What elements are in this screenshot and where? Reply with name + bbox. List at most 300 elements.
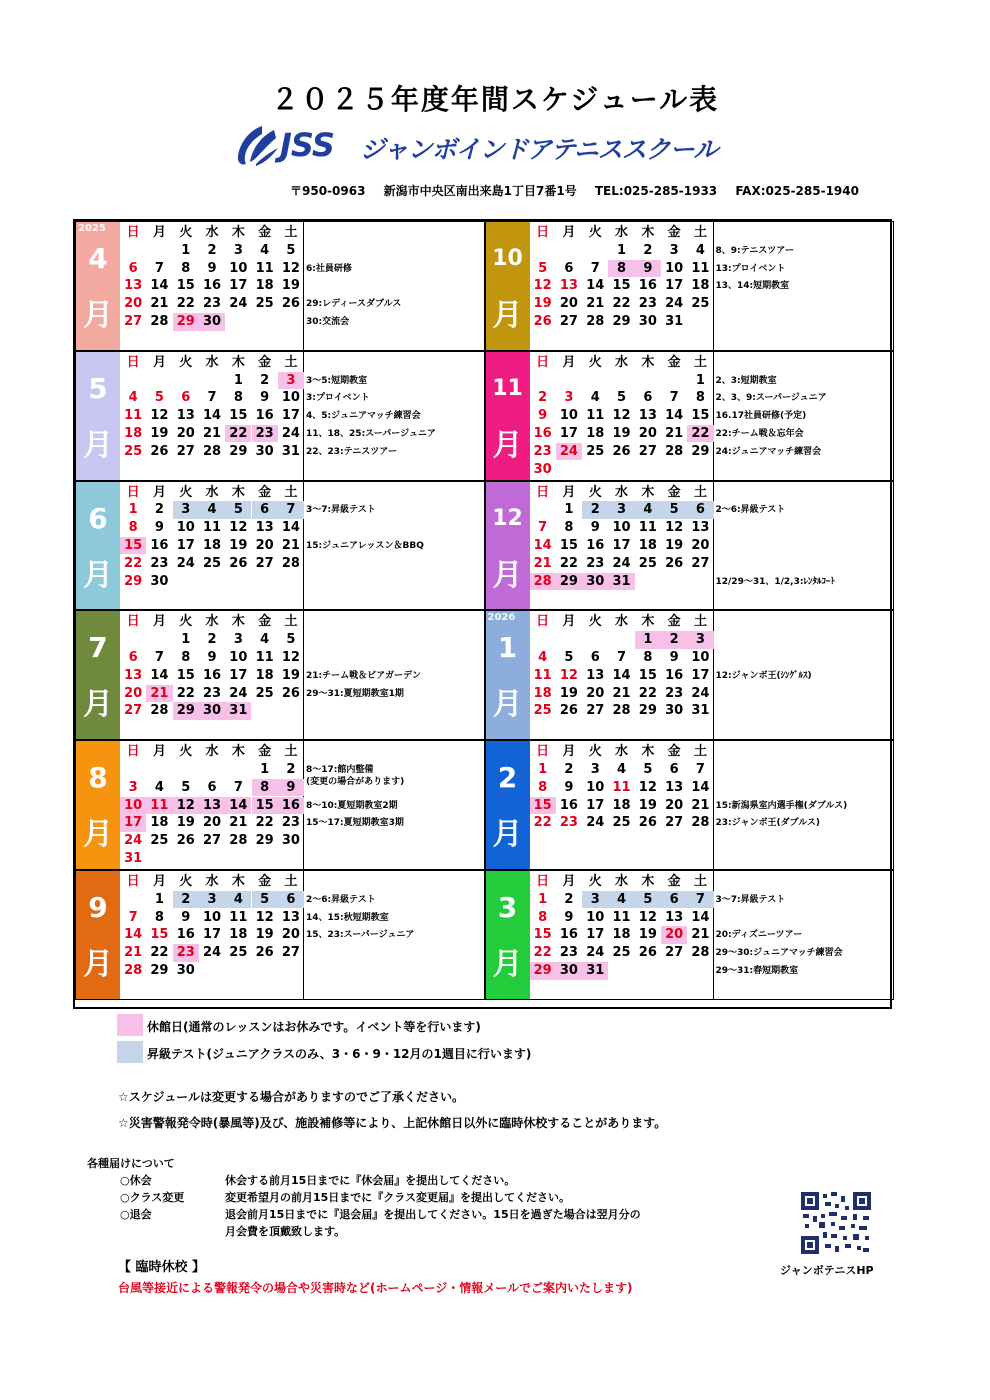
day-cell: 7 bbox=[207, 390, 217, 406]
day-cell: 15 bbox=[176, 667, 195, 683]
weekday-header: 木 bbox=[641, 484, 655, 500]
day-cell: 27 bbox=[202, 833, 222, 849]
weekday-header: 金 bbox=[258, 744, 272, 760]
day-cell: 23 bbox=[638, 296, 657, 312]
weekday-header: 金 bbox=[258, 874, 272, 889]
day-cell: 18 bbox=[612, 927, 631, 943]
day-cell: 14 bbox=[281, 520, 300, 536]
day-cell: 1 bbox=[181, 632, 191, 648]
day-cell: 20 bbox=[638, 425, 657, 441]
month-label bbox=[486, 741, 530, 869]
day-cell: 18 bbox=[124, 425, 143, 441]
weekday-header: 日 bbox=[126, 225, 140, 240]
day-cell: 14 bbox=[202, 408, 222, 424]
day-cell: 7 bbox=[538, 520, 548, 536]
day-cell: 18 bbox=[612, 797, 631, 813]
day-cell: 28 bbox=[530, 573, 556, 591]
day-cell: 24 bbox=[202, 945, 222, 961]
phone-number: TEL:025-285-1933 bbox=[594, 184, 718, 198]
day-cell: 31 bbox=[281, 443, 300, 459]
legend-pink-swatch bbox=[117, 1014, 143, 1036]
day-cell: 19 bbox=[638, 797, 657, 813]
day-cell: 26 bbox=[533, 314, 552, 329]
weekday-header: 火 bbox=[179, 484, 193, 500]
day-cell: 31 bbox=[582, 962, 608, 980]
month-m5 bbox=[75, 351, 485, 481]
temporary-closure-heading: 【 臨時休校 】 bbox=[118, 1260, 206, 1275]
month-label bbox=[76, 741, 120, 869]
day-cell: 11 bbox=[255, 260, 274, 276]
day-cell: 15 bbox=[612, 278, 631, 294]
day-cell: 31 bbox=[691, 703, 710, 719]
day-cell: 13 bbox=[124, 667, 143, 683]
day-cell: 9 bbox=[564, 909, 574, 925]
day-cell: 13 bbox=[586, 667, 605, 683]
day-cell: 9 bbox=[181, 909, 191, 925]
day-cell: 12 bbox=[150, 408, 169, 424]
form-label-taikai: ○退会 bbox=[120, 1208, 152, 1221]
day-cell: 28 bbox=[229, 833, 248, 849]
school-logo bbox=[232, 122, 732, 172]
month-calendar bbox=[530, 222, 714, 350]
day-cell: 24 bbox=[229, 685, 248, 701]
day-cell: 21 bbox=[612, 685, 631, 701]
event-note: 15:新潟県室内選手権(ダブルス) bbox=[715, 800, 848, 811]
day-cell: 2 bbox=[207, 242, 217, 258]
day-cell: 15 bbox=[150, 927, 169, 943]
weekday-header: 水 bbox=[205, 874, 219, 889]
day-cell: 25 bbox=[691, 296, 710, 312]
day-cell: 30 bbox=[199, 313, 225, 331]
day-cell: 31 bbox=[225, 702, 251, 720]
weekday-header: 火 bbox=[588, 874, 602, 889]
month-label bbox=[76, 482, 120, 610]
event-note: 15、23:スーパージュニア bbox=[306, 930, 415, 941]
day-cell: 18 bbox=[255, 667, 274, 683]
day-cell: 24 bbox=[229, 296, 248, 312]
event-note: 23:ジャンボ王(ダブルス) bbox=[715, 818, 821, 829]
day-cell: 19 bbox=[533, 296, 552, 312]
qr-code-icon[interactable] bbox=[801, 1192, 871, 1254]
weekday-header: 日 bbox=[126, 874, 140, 889]
day-cell: 3 bbox=[608, 501, 634, 519]
day-cell: 2 bbox=[538, 390, 548, 406]
day-cell: 2 bbox=[661, 631, 687, 649]
day-cell: 9 bbox=[207, 649, 217, 665]
day-cell: 21 bbox=[281, 537, 300, 553]
event-note: 8～17:館内整備 bbox=[306, 764, 374, 775]
day-cell: 27 bbox=[124, 703, 143, 719]
legend-blue-text: 昇級テスト(ジュニアクラスのみ、3・6・9・12月の1週目に行います) bbox=[147, 1047, 532, 1061]
weekday-header: 日 bbox=[536, 484, 550, 500]
day-cell: 20 bbox=[255, 537, 274, 553]
weekday-header: 木 bbox=[641, 744, 655, 760]
event-note: 29～31:春短期教室 bbox=[715, 966, 799, 976]
day-cell: 16 bbox=[638, 278, 657, 294]
weekday-header: 金 bbox=[258, 614, 272, 630]
day-cell: 22 bbox=[533, 945, 552, 961]
day-cell: 28 bbox=[281, 555, 300, 571]
day-cell: 28 bbox=[150, 703, 169, 719]
weekday-header: 月 bbox=[152, 614, 166, 630]
day-cell: 6 bbox=[128, 649, 138, 665]
day-cell: 11 bbox=[612, 779, 631, 795]
month-number: 5 bbox=[88, 371, 108, 405]
event-note: 8～10:夏短期教室2期 bbox=[306, 800, 398, 811]
event-note: 15～17:夏短期教室3期 bbox=[306, 818, 404, 829]
day-cell: 16 bbox=[665, 667, 684, 683]
day-cell: 4 bbox=[260, 632, 270, 648]
event-note: 3～5:短期教室 bbox=[306, 375, 368, 386]
day-cell: 1 bbox=[538, 891, 548, 907]
day-cell: 5 bbox=[181, 779, 191, 795]
day-cell: 8 bbox=[252, 779, 278, 797]
day-cell: 25 bbox=[638, 555, 657, 571]
day-cell: 11 bbox=[586, 408, 605, 424]
day-cell: 28 bbox=[586, 314, 605, 329]
weekday-header: 日 bbox=[126, 484, 140, 500]
form-label-class-change: ○クラス変更 bbox=[120, 1191, 185, 1204]
day-cell: 23 bbox=[559, 815, 578, 831]
event-note: 14、15:秋短期教室 bbox=[306, 912, 389, 923]
day-cell: 26 bbox=[281, 685, 300, 701]
weekday-header: 金 bbox=[667, 744, 681, 760]
day-cell: 20 bbox=[124, 296, 143, 312]
weekday-header: 月 bbox=[562, 874, 576, 889]
weekday-header: 土 bbox=[693, 225, 707, 240]
day-cell: 17 bbox=[176, 537, 195, 553]
day-cell: 13 bbox=[665, 779, 684, 795]
day-cell: 3 bbox=[278, 372, 304, 390]
day-cell: 11 bbox=[612, 909, 631, 925]
day-cell: 1 bbox=[695, 372, 705, 388]
month-number: 7 bbox=[88, 631, 108, 665]
event-note: 3～7:昇級テスト bbox=[306, 505, 376, 516]
month-m10 bbox=[485, 221, 895, 351]
day-cell: 12 bbox=[665, 520, 684, 536]
day-cell: 6 bbox=[207, 779, 217, 795]
day-cell: 29 bbox=[691, 443, 710, 459]
month-m1 bbox=[485, 610, 895, 740]
month-kanji: 月 bbox=[83, 298, 113, 333]
day-cell: 12 bbox=[612, 408, 631, 424]
month-label bbox=[76, 871, 120, 999]
day-cell: 27 bbox=[638, 443, 657, 459]
weekday-header: 日 bbox=[536, 744, 550, 760]
day-cell: 8 bbox=[564, 520, 574, 536]
event-note: 16.17社員研修(予定) bbox=[715, 411, 807, 422]
day-cell: 14 bbox=[612, 667, 631, 683]
weekday-header: 水 bbox=[615, 484, 629, 500]
day-cell: 11 bbox=[124, 408, 143, 424]
day-cell: 22 bbox=[533, 815, 552, 831]
day-cell: 29 bbox=[150, 963, 169, 978]
month-m6 bbox=[75, 481, 485, 611]
event-note: 13、14:短期教室 bbox=[715, 281, 790, 292]
day-cell: 3 bbox=[564, 390, 574, 406]
day-cell: 14 bbox=[665, 408, 684, 424]
day-cell: 5 bbox=[154, 390, 164, 406]
day-cell: 1 bbox=[635, 631, 661, 649]
day-cell: 25 bbox=[612, 945, 631, 961]
form-text-kyukai: 休会する前月15日までに『休会届』を提出してください。 bbox=[225, 1174, 516, 1187]
weekday-header: 土 bbox=[693, 614, 707, 630]
day-cell: 3 bbox=[233, 242, 243, 258]
month-calendar bbox=[530, 482, 714, 610]
month-calendar bbox=[530, 611, 714, 739]
day-cell: 16 bbox=[586, 537, 605, 553]
day-cell: 3 bbox=[687, 631, 713, 649]
weekday-header: 日 bbox=[536, 225, 550, 240]
month-calendar bbox=[120, 482, 304, 610]
month-label bbox=[486, 871, 530, 999]
event-note: 24:ジュニアマッチ練習会 bbox=[715, 446, 822, 457]
day-cell: 6 bbox=[687, 501, 713, 519]
event-note: 12/29～31、1/2,3:ﾚﾝﾀﾙｺｰﾄ bbox=[715, 576, 835, 587]
day-cell: 30 bbox=[150, 573, 169, 589]
weekday-header: 火 bbox=[179, 874, 193, 889]
day-cell: 30 bbox=[199, 702, 225, 720]
day-cell: 12 bbox=[281, 260, 300, 276]
month-number: 11 bbox=[492, 375, 523, 401]
weekday-header: 火 bbox=[179, 225, 193, 240]
day-cell: 16 bbox=[176, 927, 195, 943]
day-cell: 19 bbox=[255, 927, 274, 943]
weekday-header: 火 bbox=[179, 744, 193, 760]
day-cell: 10 bbox=[586, 909, 605, 925]
weekday-header: 日 bbox=[536, 614, 550, 630]
day-cell: 4 bbox=[617, 761, 627, 777]
day-cell: 15 bbox=[533, 927, 552, 943]
day-cell: 14 bbox=[124, 927, 143, 943]
event-note: 29:レディースダブルス bbox=[306, 299, 402, 310]
day-cell: 23 bbox=[586, 555, 605, 571]
month-calendar bbox=[530, 741, 714, 869]
day-cell: 15 bbox=[229, 408, 248, 424]
day-cell: 4 bbox=[590, 390, 600, 406]
day-cell: 24 bbox=[665, 296, 684, 312]
day-cell: 4 bbox=[128, 390, 138, 406]
day-cell: 22 bbox=[176, 296, 195, 312]
day-cell: 1 bbox=[154, 891, 164, 907]
month-kanji: 月 bbox=[492, 817, 523, 853]
day-cell: 22 bbox=[559, 555, 578, 571]
day-cell: 5 bbox=[564, 649, 574, 665]
form-text-taikai: 退会前月15日までに『退会届』を提出してください。15日を過ぎた場合は翌月分の bbox=[225, 1208, 641, 1221]
day-cell: 18 bbox=[202, 537, 222, 553]
day-cell: 30 bbox=[582, 573, 608, 591]
day-cell: 21 bbox=[691, 927, 710, 943]
month-m12 bbox=[485, 481, 895, 611]
month-number: 2 bbox=[497, 761, 518, 795]
day-cell: 11 bbox=[229, 909, 248, 925]
month-kanji: 月 bbox=[492, 947, 523, 982]
day-cell: 18 bbox=[586, 425, 605, 441]
weekday-header: 月 bbox=[152, 484, 166, 500]
month-kanji: 月 bbox=[83, 947, 113, 982]
day-cell: 6 bbox=[278, 891, 304, 909]
day-cell: 16 bbox=[150, 537, 169, 553]
month-kanji: 月 bbox=[83, 817, 113, 853]
day-cell: 23 bbox=[559, 945, 578, 961]
weekday-header: 水 bbox=[615, 744, 629, 760]
month-kanji: 月 bbox=[492, 298, 523, 333]
form-text-taikai-2: 月会費を頂戴致します。 bbox=[225, 1225, 346, 1238]
day-cell: 28 bbox=[691, 945, 710, 961]
day-cell: 22 bbox=[687, 425, 713, 443]
day-cell: 23 bbox=[281, 815, 300, 831]
day-cell: 14 bbox=[691, 779, 710, 795]
day-cell: 29 bbox=[612, 314, 631, 329]
day-cell: 2 bbox=[643, 242, 653, 258]
calendar-grid bbox=[73, 219, 892, 1009]
day-cell: 30 bbox=[255, 443, 274, 459]
form-text-class-change: 変更希望月の前月15日までに『クラス変更届』を提出してください。 bbox=[225, 1191, 570, 1204]
month-kanji: 月 bbox=[492, 687, 523, 723]
day-cell: 20 bbox=[586, 685, 605, 701]
month-calendar bbox=[530, 871, 714, 999]
legend-blue-swatch bbox=[117, 1041, 143, 1063]
weekday-header: 土 bbox=[693, 354, 707, 370]
weekday-header: 火 bbox=[179, 614, 193, 630]
day-cell: 6 bbox=[252, 501, 278, 519]
day-cell: 10 bbox=[120, 797, 146, 815]
day-cell: 12 bbox=[255, 909, 274, 925]
day-cell: 2 bbox=[564, 891, 574, 907]
day-cell: 1 bbox=[564, 502, 574, 518]
day-cell: 31 bbox=[608, 573, 634, 591]
month-calendar bbox=[120, 611, 304, 739]
day-cell: 18 bbox=[229, 927, 248, 943]
day-cell: 19 bbox=[281, 278, 300, 294]
day-cell: 17 bbox=[586, 927, 605, 943]
day-cell: 27 bbox=[559, 314, 578, 329]
weekday-header: 土 bbox=[284, 744, 298, 760]
day-cell: 29 bbox=[556, 573, 582, 591]
weekday-header: 金 bbox=[667, 874, 681, 889]
day-cell: 18 bbox=[638, 537, 657, 553]
logo-school-name: ジャンボインドアテニススクール bbox=[360, 135, 718, 164]
weekday-header: 木 bbox=[641, 614, 655, 630]
day-cell: 6 bbox=[643, 390, 653, 406]
day-cell: 9 bbox=[207, 260, 217, 276]
month-m7 bbox=[75, 610, 485, 740]
day-cell: 19 bbox=[665, 537, 684, 553]
weekday-header: 水 bbox=[205, 354, 219, 370]
day-cell: 19 bbox=[559, 685, 578, 701]
weekday-header: 日 bbox=[126, 614, 140, 630]
day-cell: 15 bbox=[252, 797, 278, 815]
month-label bbox=[486, 482, 530, 610]
day-cell: 27 bbox=[124, 314, 143, 329]
day-cell: 28 bbox=[124, 963, 143, 978]
month-kanji: 月 bbox=[83, 427, 113, 463]
day-cell: 10 bbox=[691, 649, 710, 665]
day-cell: 26 bbox=[638, 945, 657, 961]
event-note: 2～6:昇級テスト bbox=[715, 505, 786, 516]
day-cell: 21 bbox=[586, 296, 605, 312]
day-cell: 13 bbox=[691, 520, 710, 536]
temporary-closure-text: 台風等接近による警報発令の場合や災害時など(ホームページ・情報メールでご案内いたします) bbox=[118, 1281, 633, 1295]
month-calendar bbox=[120, 222, 304, 350]
day-cell: 17 bbox=[281, 408, 300, 424]
day-cell: 26 bbox=[612, 443, 631, 459]
day-cell: 4 bbox=[260, 242, 270, 258]
day-cell: 10 bbox=[281, 390, 300, 406]
day-cell: 22 bbox=[612, 296, 631, 312]
month-year: 2025 bbox=[78, 223, 106, 234]
day-cell: 20 bbox=[691, 537, 710, 553]
day-cell: 7 bbox=[233, 779, 243, 795]
day-cell: 5 bbox=[252, 891, 278, 909]
day-cell: 20 bbox=[202, 815, 222, 831]
day-cell: 20 bbox=[124, 685, 143, 701]
day-cell: 17 bbox=[586, 797, 605, 813]
day-cell: 30 bbox=[533, 461, 552, 477]
weekday-header: 火 bbox=[588, 744, 602, 760]
day-cell: 10 bbox=[202, 909, 222, 925]
logo-jss-text: JSS bbox=[280, 126, 334, 164]
day-cell: 24 bbox=[612, 555, 631, 571]
day-cell: 20 bbox=[559, 296, 578, 312]
day-cell: 29 bbox=[638, 703, 657, 719]
day-cell: 15 bbox=[691, 408, 710, 424]
day-cell: 17 bbox=[120, 814, 146, 832]
day-cell: 18 bbox=[255, 278, 274, 294]
weekday-header: 金 bbox=[258, 484, 272, 500]
day-cell: 14 bbox=[150, 667, 169, 683]
note-emergency-closure: ☆災害警報発令時(暴風等)及び、施設補修等により、上記休館日以外に臨時休校することがあります。 bbox=[118, 1116, 667, 1130]
day-cell: 20 bbox=[665, 797, 684, 813]
event-note: 2～6:昇級テスト bbox=[306, 894, 376, 905]
day-cell: 26 bbox=[229, 555, 248, 571]
day-cell: 15 bbox=[176, 278, 195, 294]
day-cell: 6 bbox=[661, 891, 687, 909]
day-cell: 3 bbox=[233, 632, 243, 648]
day-cell: 13 bbox=[638, 408, 657, 424]
day-cell: 4 bbox=[538, 649, 548, 665]
day-cell: 4 bbox=[225, 891, 251, 909]
day-cell: 20 bbox=[281, 927, 300, 943]
event-note: 30:交流会 bbox=[306, 317, 350, 327]
day-cell: 9 bbox=[538, 408, 548, 424]
weekday-header: 木 bbox=[231, 744, 245, 760]
month-m3 bbox=[485, 870, 895, 1000]
address-line bbox=[290, 182, 873, 199]
day-cell: 18 bbox=[691, 278, 710, 294]
day-cell: 5 bbox=[643, 761, 653, 777]
weekday-header: 月 bbox=[152, 354, 166, 370]
day-cell: 26 bbox=[150, 443, 169, 459]
day-cell: 21 bbox=[202, 425, 222, 441]
day-cell: 27 bbox=[281, 945, 300, 961]
day-cell: 3 bbox=[128, 779, 138, 795]
day-cell: 27 bbox=[691, 555, 710, 571]
day-cell: 30 bbox=[281, 833, 300, 849]
day-cell: 19 bbox=[150, 425, 169, 441]
month-calendar bbox=[120, 871, 304, 999]
weekday-header: 月 bbox=[562, 354, 576, 370]
month-label bbox=[76, 222, 120, 350]
day-cell: 10 bbox=[586, 779, 605, 795]
day-cell: 25 bbox=[202, 555, 222, 571]
day-cell: 12 bbox=[281, 649, 300, 665]
month-kanji: 月 bbox=[83, 557, 113, 593]
weekday-header: 水 bbox=[615, 354, 629, 370]
weekday-header: 土 bbox=[284, 874, 298, 889]
day-cell: 5 bbox=[538, 260, 548, 276]
day-cell: 24 bbox=[124, 833, 143, 849]
